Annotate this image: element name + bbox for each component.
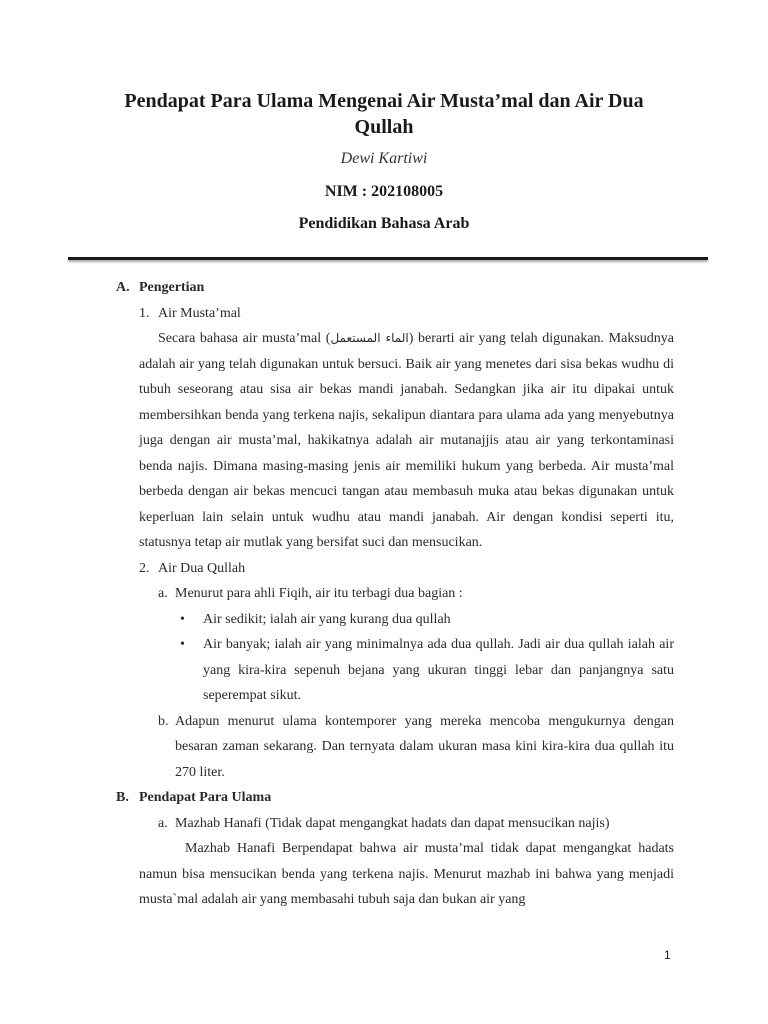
hanafi-paragraph (139, 836, 674, 913)
list-label: a. (158, 586, 168, 601)
document-title: Pendapat Para Ulama Mengenai Air Musta’mal dan Air Dua Qullah (124, 90, 644, 138)
subsection-title: Air Dua Qullah (158, 560, 246, 576)
paragraph-text: Mazhab Hanafi Berpendapat bahwa air musta’mal tidak dapat mengangkat hadats namun bisa mensucikan benda yang terkena najis. Menurut mazhab ini bahwa yang menjadi musta`mal adalah air yang membasahi tubuh saja dan bukan air yang (139, 841, 674, 907)
list-label: a. (158, 815, 168, 831)
list-text: Mazhab Hanafi (Tidak dapat mengangkat hadats dan dapat mensucikan najis) (175, 815, 610, 831)
header-divider (68, 257, 708, 260)
section-b-heading (0, 785, 768, 811)
list-item-b (0, 709, 768, 786)
list-item-a (0, 581, 768, 607)
department-name: Pendidikan Bahasa Arab (298, 215, 470, 232)
bullet-text: Air banyak; ialah air yang minimalnya ada dua qullah. Jadi air dua qullah ialah air yang kira-kira sepenuh bejana yang ukuran tinggi lebar dan panjangnya satu seperempat sikut. (203, 637, 674, 703)
arabic-term: الماء المستعمل (330, 331, 409, 345)
bullet-item (0, 607, 768, 633)
section-title: Pendapat Para Ulama (139, 790, 272, 805)
list-text: Adapun menurut ulama kontemporer yang mereka mencoba mengukurnya dengan besaran zaman sekarang. Dan ternyata dalam ukuran masa kini kira-kira dua qullah itu 270 liter. (175, 713, 674, 780)
bullet-icon: • (180, 637, 185, 652)
author-name: Dewi Kartiwi (340, 150, 428, 167)
section-title: Pengertian (139, 280, 205, 295)
bullet-icon: • (180, 611, 185, 627)
subsection-1-heading (0, 301, 768, 327)
subsection-number: 2. (139, 560, 150, 576)
list-text: Menurut para ahli Fiqih, air itu terbagi dua bagian : (175, 586, 463, 601)
page-number: 1 (664, 948, 671, 962)
paragraph-text-rest: ) berarti air yang telah digunakan. Maksudnya adalah air yang telah digunakan untuk bersuci. Baik air yang menetes dari sisa bekas wudhu di tubuh seseorang atau sisa air bekas mandi janabah. Sedangkan jika air itu dipakai untuk membersihkan benda yang terkena najis, sekalipun diantara para ulama ada yang menyebutnya juga dengan air musta’mal, hakikatnya adalah air mutanajjis atau air yang terkontaminasi benda najis. Dimana masing-masing jenis air memiliki hukum yang berbeda. Air musta’mal berbeda dengan air bekas mencuci tangan atau membasuh muka atau bekas digunakan untuk keperluan lain selain untuk wudhu atau mandi janabah. Air dengan kondisi seperti itu, statusnya tetap air mutlak yang bersifat suci dan mensucikan. (139, 331, 675, 550)
paragraph-text-start: Secara bahasa air musta’mal ( (158, 331, 331, 346)
subsection-title: Air Musta’mal (158, 305, 241, 321)
subsection-number: 1. (139, 305, 150, 321)
musta-mal-paragraph (139, 326, 674, 556)
list-item-a (0, 811, 768, 837)
subsection-2-heading (0, 556, 768, 582)
bullet-item (0, 632, 768, 709)
section-letter: A. (116, 280, 130, 295)
student-id: NIM : 202108005 (324, 183, 444, 200)
document-body (0, 275, 768, 913)
section-letter: B. (116, 790, 129, 805)
section-a-heading (0, 275, 768, 301)
bullet-text: Air sedikit; ialah air yang kurang dua qullah (203, 611, 451, 627)
list-label: b. (158, 713, 169, 729)
